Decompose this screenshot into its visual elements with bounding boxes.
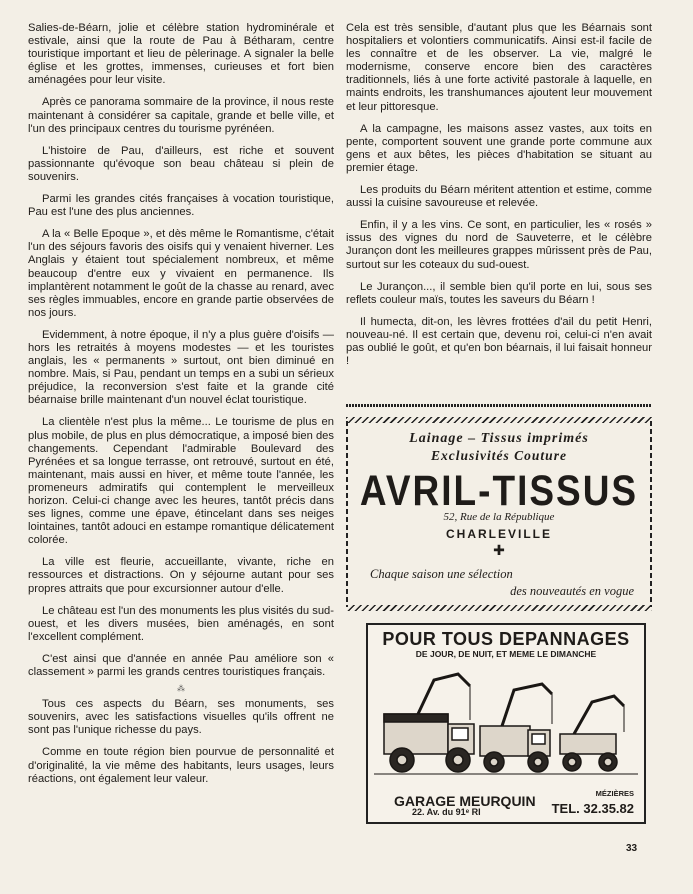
garage-address: 22. Av. du 91ᵉ RI bbox=[412, 807, 481, 817]
right-text-column bbox=[346, 22, 652, 377]
paragraph: L'histoire de Pau, d'ailleurs, est riche et souvent passionnante qu'évoque son beau château si plein de souvenirs. bbox=[28, 144, 334, 183]
paragraph: C'est ainsi que d'année en année Pau améliore son « classement » parmi les grands centres touristiques français. bbox=[28, 652, 334, 679]
tow-trucks-illustration bbox=[374, 660, 638, 788]
cross-ornament-icon: ✚ bbox=[493, 544, 505, 559]
ad-tagline-2: Exclusivités Couture bbox=[431, 448, 567, 463]
ad-slogan-2: des nouveautés en vogue bbox=[510, 584, 634, 598]
paragraph: La clientèle n'est plus la même... Le tourisme de plus en plus mobile, de plus en plus démocratique, a imposé bien des changements. Cependant l'admirable Boulevard des Pyrénées et sa longue terrasse, ont retrouvé, surtout en été, maintenant, mais aussi en hiver, et même toute l'année, les promeneurs admiratifs qui contemplent le merveilleux horizon. Celui-ci change avec les heures, tantôt précis dans ses lignes, comme une épave, étincelant dans ses neiges lointaines, tantôt adouci en estampe romantique délicatement colorée. bbox=[28, 416, 334, 547]
ad-tagline-1: Lainage – Tissus imprimés bbox=[409, 431, 589, 446]
garage-subline: DE JOUR, DE NUIT, ET MEME LE DIMANCHE bbox=[415, 649, 597, 659]
left-text-column bbox=[28, 22, 334, 795]
garage-phone: TEL. 32.35.82 bbox=[551, 801, 634, 816]
ad-city: CHARLEVILLE bbox=[446, 527, 552, 541]
garage-name: GARAGE MEURQUIN bbox=[394, 793, 536, 809]
paragraph: Le château est l'un des monuments les plus visités du sud-ouest, et les divers musées, bien aménagés, en sont l'excellent complément. bbox=[28, 604, 334, 643]
page-number: 33 bbox=[626, 843, 638, 854]
ad-brand-name: AVRIL-TISSUS bbox=[359, 466, 639, 514]
paragraph: Salies-de-Béarn, jolie et célèbre station hydrominérale et estivale, ainsi que la route de Pau à Bétharam, centre touristique important et lieu de pèlerinage. A signaler la belle église et les grottes, immenses, curieuses et fort bien aménagées pour leur visite. bbox=[28, 22, 334, 87]
paragraph: Evidemment, à notre époque, il n'y a plus guère d'oisifs — hors les retraités à moyens modestes — et les touristes anglais, les « permanents » surtout, ont bien diminué en nombre. Mais, si Pau, pendant un temps en a subi un sérieux préjudice, la reconversion s'est faite et la grande cité béarnaise brille maintenant d'un nouvel éclat touristique. bbox=[28, 328, 334, 407]
paragraph: Les produits du Béarn méritent attention et estime, comme aussi la cuisine savoureuse et relevée. bbox=[346, 184, 652, 210]
paragraph: A la campagne, les maisons assez vastes, aux toits en pente, comportent souvent une grande porte commune aux gens et aux bêtes, les pièces d'habitation se situant au premier étage. bbox=[346, 122, 652, 174]
paragraph: Comme en toute région bien pourvue de personnalité et d'originalité, la vie même des habitants, leurs usages, leurs réactions, ont également leur valeur. bbox=[28, 746, 334, 785]
paragraph: Cela est très sensible, d'autant plus que les Béarnais sont hospitaliers et volontiers communicatifs. Ainsi est-il facile de les connaître et de les observer. La vie, malgré le modernisme, conserve encore bien des caractères traditionnels, liés à une forte activité pastorale à laquelle, en maints endroits, les transhumances ajoutent leur mouvement et leur pittoresque. bbox=[346, 22, 652, 113]
ad-slogan-1: Chaque saison une sélection bbox=[370, 567, 513, 581]
paragraph: Après ce panorama sommaire de la province, il nous reste maintenant à considérer sa capitale, grande et belle ville, et l'un des principaux centres du tourisme pyrénéen. bbox=[28, 96, 334, 135]
paragraph: Parmi les grandes cités françaises à vocation touristique, Pau est l'une des plus anciennes. bbox=[28, 193, 334, 219]
garage-meurquin-advert bbox=[366, 623, 646, 824]
paragraph: La ville est fleurie, accueillante, vivante, riche en ressources et distractions. On y séjourne autant pour ses propres attraits que pour excursionner autour d'elle. bbox=[28, 556, 334, 595]
asterism-separator: ⁂ bbox=[177, 684, 185, 694]
paragraph: Enfin, il y a les vins. Ce sont, en particulier, les « rosés » issus des vignes du nord de Sauveterre, et le célèbre Jurançon dont les meilleures grappes mûrissent près de Pau, surtout sur les coteaux du sud-ouest. bbox=[346, 219, 652, 271]
avril-tissus-advert bbox=[346, 417, 652, 611]
paragraph: Le Jurançon..., il semble bien qu'il porte en lui, sous ses reflets couleur maïs, toutes les saveurs du Béarn ! bbox=[346, 280, 652, 306]
column-divider-rule bbox=[346, 404, 652, 407]
ad-border-bottom bbox=[346, 605, 652, 611]
garage-city: MÉZIÈRES bbox=[595, 789, 634, 798]
ad-address: 52, Rue de la République bbox=[443, 511, 555, 523]
paragraph: Tous ces aspects du Béarn, ses monuments, ses souvenirs, avec les satisfactions visuelles qu'ils offrent ne sont pas l'unique richesse du pays. bbox=[28, 698, 334, 737]
garage-headline: POUR TOUS DEPANNAGES bbox=[382, 629, 630, 649]
paragraph: A la « Belle Epoque », et dès même le Romantisme, c'était l'un des séjours favoris des oisifs qui y venaient hiverner. Les Anglais y étaient tout spécialement nombreux, et même beaucoup d'entre eux y vivaient en permanence. Ils implantèrent notamment le goût de la chasse au renard, avec ses règles immuables, encore en grande partie observées de nos jours. bbox=[28, 228, 334, 319]
paragraph: Il humecta, dit-on, les lèvres frottées d'ail du petit Henri, nouveau-né. Il est certain que, devenu roi, celui-ci n'en avait pas oublié le goût, et qu'en bon béarnais, il lui faisait honneur ! bbox=[346, 315, 652, 368]
ad-border-top bbox=[346, 417, 652, 423]
